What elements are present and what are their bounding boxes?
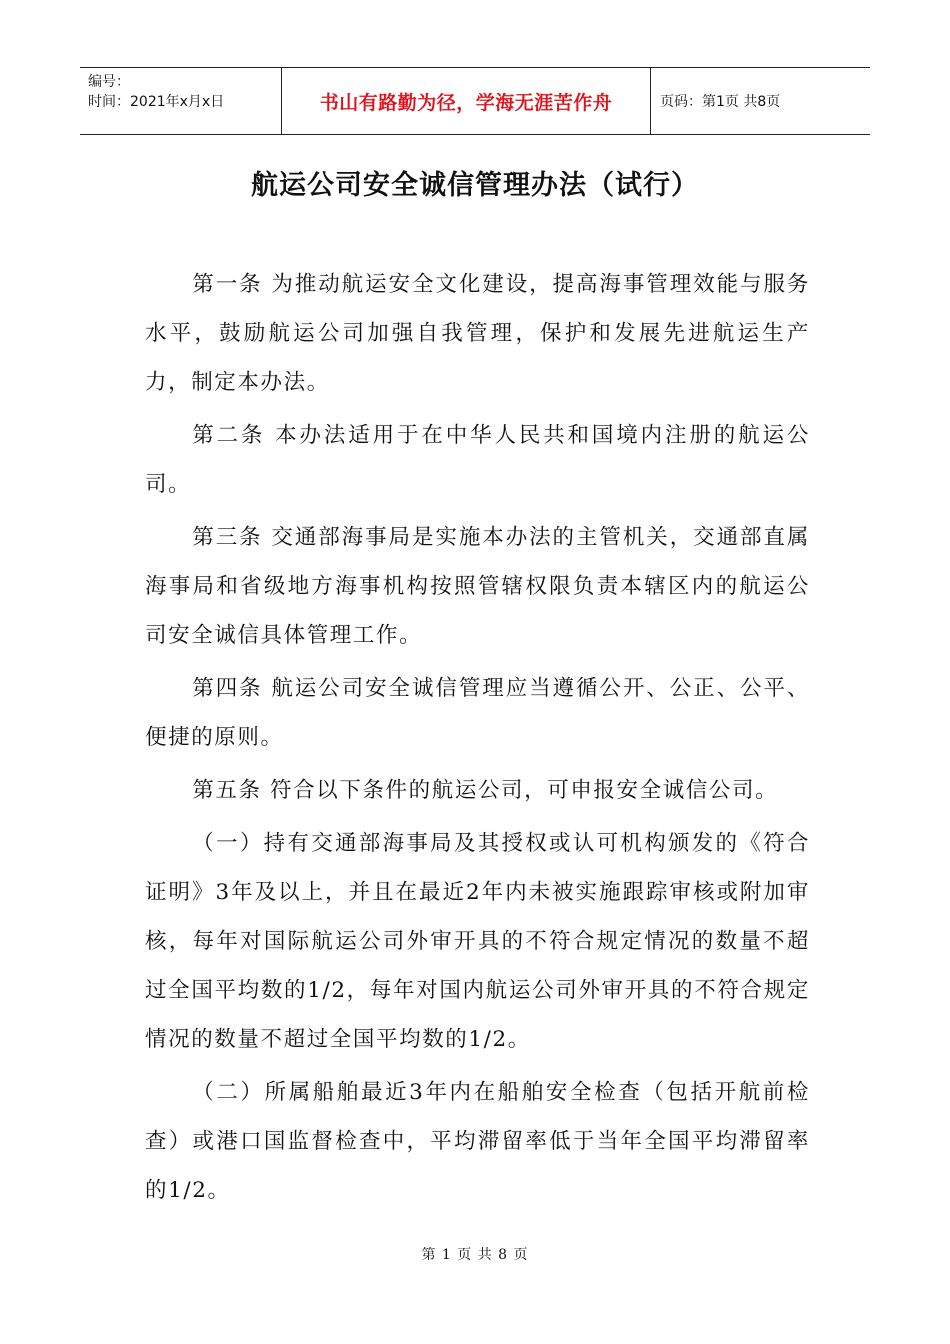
document-title: 航运公司安全诚信管理办法（试行） [251,170,699,201]
paragraph: （一）持有交通部海事局及其授权或认可机构颁发的《符合证明》3年及以上，并且在最近2年内未被实施跟踪审核或附加审核，每年对国际航运公司外审开具的不符合规定情况的数量不超过全国平均数的1/2，每年对国内航运公司外审开具的不符合规定情况的数量不超过全国平均数的1/2。 [145,831,810,1052]
paragraph: 第二条 本办法适用于在中华人民共和国境内注册的航运公司。 [145,423,810,497]
header-motto: 书山有路勤为径，学海无涯苦作舟 [281,68,651,134]
document-body [145,260,810,1219]
paragraph: （二）所属船舶最近3年内在船舶安全检查（包括开航前检查）或港口国监督检查中，平均滞留率低于当年全国平均滞留率的1/2。 [145,1080,810,1203]
paragraph: 第五条 符合以下条件的航运公司，可申报安全诚信公司。 [192,778,779,803]
time-label: 时间：2021年x月x日 [88,94,225,110]
header-meta [80,68,280,134]
page-footer: 第 1 页 共 8 页 [421,1247,529,1263]
number-label: 编号： [88,74,130,90]
header-table [80,67,870,135]
paragraph: 第一条 为推动航运安全文化建设，提高海事管理效能与服务水平，鼓励航运公司加强自我管理，保护和发展先进航运生产力，制定本办法。 [145,272,810,395]
paragraph: 第三条 交通部海事局是实施本办法的主管机关，交通部直属海事局和省级地方海事机构按照管辖权限负责本辖区内的航运公司安全诚信具体管理工作。 [145,525,810,648]
header-page-info: 页码：第1页 共8页 [660,94,781,110]
paragraph: 第四条 航运公司安全诚信管理应当遵循公开、公正、公平、便捷的原则。 [145,676,810,750]
